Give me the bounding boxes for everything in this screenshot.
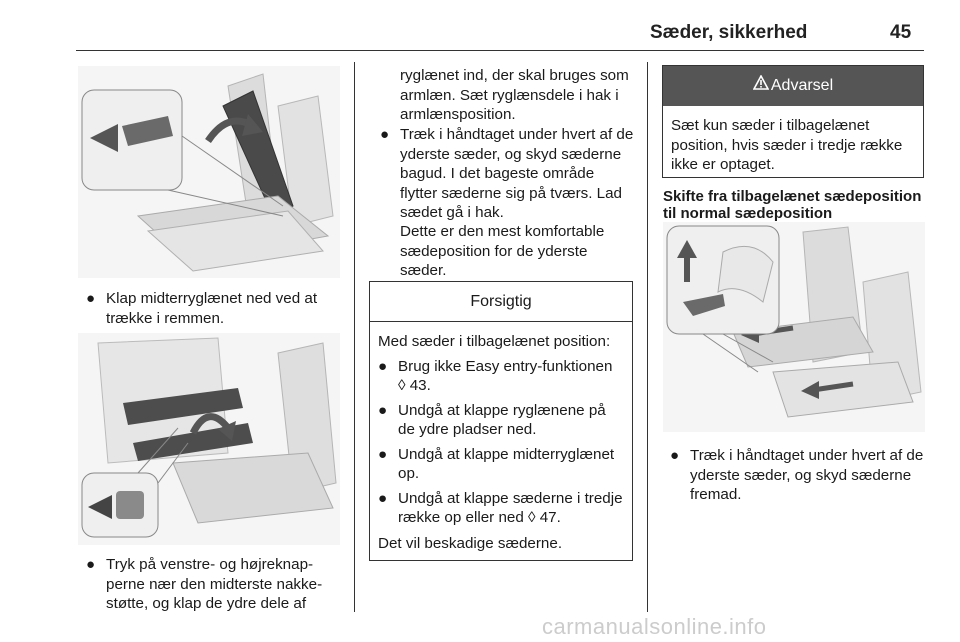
section-subheading: Skifte fra tilbagelænet sædeposition til normal sædeposition: [663, 188, 922, 222]
caution-item-text: Undgå at klappe sæderne i tredje række op eller ned ◊ 47.: [398, 489, 623, 526]
list-item: [86, 289, 341, 328]
caution-box: [369, 281, 633, 561]
instruction-text: Træk i håndtaget under hvert af de yderste sæder, og skyd sæderne fremad.: [690, 447, 924, 503]
watermark: carmanualsonline.info: [542, 614, 767, 639]
warning-title: Advarsel: [770, 77, 834, 95]
warning-text: Sæt kun sæder i tilbagelænet position, hvis sæder i tredje række ikke er optaget.: [671, 117, 903, 173]
list-item: [380, 125, 635, 223]
bullet-dot: ●: [86, 290, 96, 307]
bullet-dot: ●: [378, 401, 388, 419]
bullet-dot: ●: [378, 489, 388, 507]
caution-intro: Med sæder i tilbagelænet position:: [378, 333, 611, 350]
caution-item-text: Undgå at klappe ryglænene på de ydre pladser ned.: [398, 401, 606, 438]
list-item: [378, 357, 624, 396]
warning-triangle-icon: [753, 66, 769, 106]
illustration-seats-forward: [663, 222, 925, 432]
instruction-text: Tryk på venstre- og højreknapperne nær den midterste nakkestøtte, og klap de ydre dele af: [106, 556, 323, 612]
column-divider: [354, 62, 355, 612]
illustration-center-backrest-strap: [78, 66, 340, 278]
page-header-title: Sæder, sikkerhed: [650, 22, 808, 43]
caution-footer: Det vil beskadige sæderne.: [378, 534, 563, 552]
list-item: [378, 401, 624, 440]
instruction-text: Træk i håndtaget under hvert af de yderste sæder, og skyd sæderne bagud. I det bageste område flytter sæderne sig på tværs. Lad sædet gå i hak.: [400, 126, 634, 221]
list-item: [378, 445, 624, 484]
header-rule: [76, 50, 924, 51]
warning-box: [662, 65, 924, 178]
page-number: 45: [890, 22, 912, 43]
caution-title: Forsigtig: [370, 282, 632, 322]
illustration-center-headrest-buttons: [78, 333, 340, 545]
bullet-dot: ●: [378, 445, 388, 463]
continued-text: ryglænet ind, der skal bruges som armlæn. Sæt ryglænsdele i hak i armlænsposition.: [400, 67, 629, 123]
column-divider: [647, 62, 648, 612]
list-item: [670, 446, 925, 505]
bullet-dot: ●: [380, 126, 390, 143]
note-text: Dette er den mest komfortable sædeposition for de yderste sæder.: [400, 223, 605, 279]
warning-header: [663, 66, 923, 106]
list-item: [86, 555, 341, 614]
caution-item-text: Undgå at klappe midterryglænet op.: [398, 445, 615, 482]
bullet-dot: ●: [670, 447, 680, 464]
list-item: [378, 489, 624, 528]
bullet-dot: ●: [86, 556, 96, 573]
caution-item-text: Brug ikke Easy entry-funktionen ◊ 43.: [398, 357, 613, 394]
bullet-dot: ●: [378, 357, 388, 375]
instruction-text: Klap midterryglænet ned ved at trække i remmen.: [106, 290, 318, 327]
